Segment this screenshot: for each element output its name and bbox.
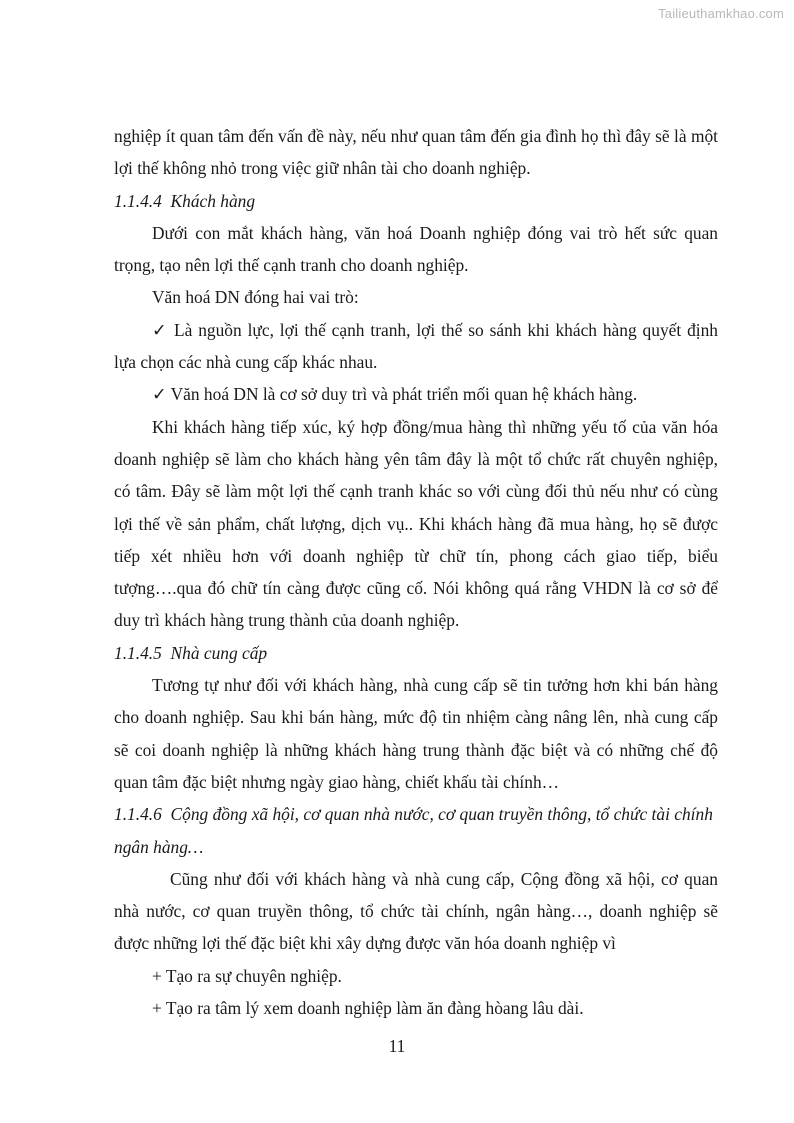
document-body [114,120,718,1024]
page-number: 11 [388,1036,406,1056]
plus-list-item: + Tạo ra tâm lý xem doanh nghiệp làm ăn đàng hòang lâu dài. [152,998,584,1019]
paragraph: Khi khách hàng tiếp xúc, ký hợp đồng/mua hàng thì những yếu tố của văn hóa doanh nghiệp sẽ làm cho khách hàng yên tâm đây là một tổ chức rất chuyên nghiệp, có tâm. Đây sẽ làm một lợi thế cạnh tranh khác so với cùng đối thủ nếu như có cùng lợi thế về sản phẩm, chất lượng, dịch vụ.. Khi khách hàng đã mua hàng, họ sẽ được tiếp xét nhiều hơn với doanh nghiệp từ chữ tín, phong cách giao tiếp, biểu tượng….qua đó chữ tín càng được cũng cố. Nói không quá rằng VHDN là cơ sở để duy trì khách hàng trung thành của doanh nghiệp. [114,416,718,631]
section-title: Khách hàng [170,190,256,211]
paragraph: Tương tự như đối với khách hàng, nhà cung cấp sẽ tin tưởng hơn khi bán hàng cho doanh nghiệp. Sau khi bán hàng, mức độ tin nhiệm càng nâng lên, nhà cung cấp sẽ coi doanh nghiệp là những khách hàng trung thành đặc biệt và có những chế độ quan tâm đặc biệt nhưng ngày giao hàng, chiết khấu tài chính… [114,675,718,792]
paragraph: Cũng như đối với khách hàng và nhà cung cấp, Cộng đồng xã hội, cơ quan nhà nước, cơ quan truyền thông, tổ chức tài chính, ngân hàng…, doanh nghiệp sẽ được những lợi thế đặc biệt khi xây dựng được văn hóa doanh nghiệp vì [114,868,718,954]
section-title: Nhà cung cấp [170,642,268,663]
plus-list-item: + Tạo ra sự chuyên nghiệp. [152,965,342,986]
paragraph: Văn hoá DN đóng hai vai trò: [152,287,359,308]
section-heading-nha-cung-cap [114,637,718,669]
paragraph: Dưới con mắt khách hàng, văn hoá Doanh nghiệp đóng vai trò hết sức quan trọng, tạo nên lợi thế cạnh tranh cho doanh nghiệp. [114,222,718,276]
section-number: 1.1.4.6 [114,804,162,825]
watermark-text: Tailieuthamkhao.com [658,6,784,21]
section-number: 1.1.4.5 [114,642,162,663]
section-heading-cong-dong [114,798,718,863]
section-heading-khach-hang [114,185,718,217]
section-title: Cộng đồng xã hội, cơ quan nhà nước, cơ quan truyền thông, tổ chức tài chính ngân hàng… [114,804,713,857]
paragraph-continuation: nghiệp ít quan tâm đến vấn đề này, nếu như quan tâm đến gia đình họ thì đây sẽ là một lợi thế không nhỏ trong việc giữ nhân tài cho doanh nghiệp. [114,126,718,179]
checkmark-list-item: ✓ Là nguồn lực, lợi thế cạnh tranh, lợi thế so sánh khi khách hàng quyết định lựa chọn các nhà cung cấp khác nhau. [114,319,718,373]
checkmark-list-item: ✓ Văn hoá DN là cơ sở duy trì và phát triển mối quan hệ khách hàng. [152,384,638,405]
section-number: 1.1.4.4 [114,190,162,211]
